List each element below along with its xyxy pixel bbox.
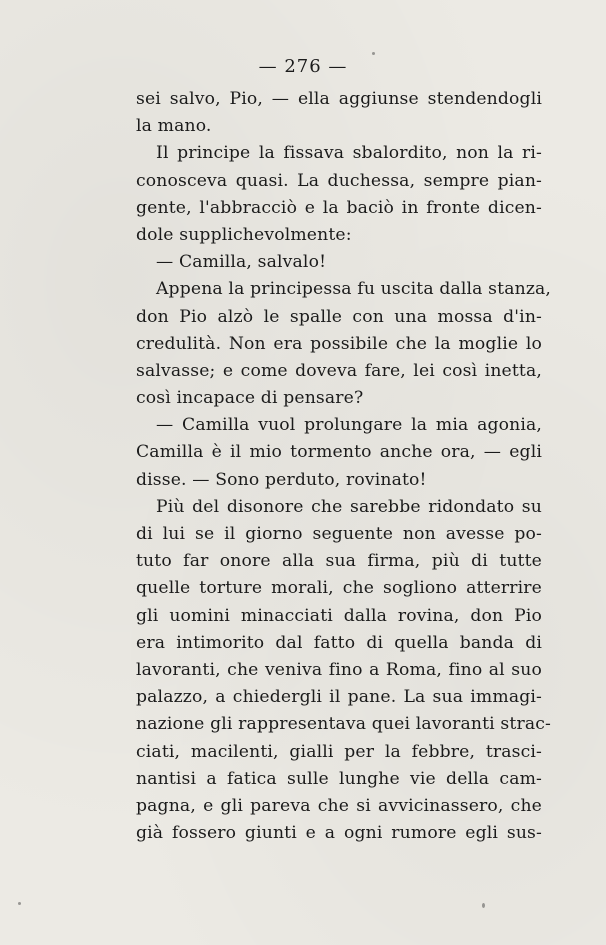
paper-speck bbox=[372, 52, 375, 55]
text-line: — Camilla, salvalo! bbox=[156, 252, 327, 273]
paper-speck bbox=[18, 902, 21, 905]
text-line: era intimorito dal fatto di quella banda di bbox=[136, 632, 542, 653]
text-line: Camilla è il mio tormento anche ora, — egli bbox=[136, 442, 542, 463]
text-line: dole supplichevolmente: bbox=[136, 224, 352, 245]
text-line: ciati, macilenti, gialli per la febbre, trasci- bbox=[136, 741, 542, 762]
text-line: Più del disonore che sarebbe ridondato su bbox=[156, 496, 542, 517]
text-line: — Camilla vuol prolungare la mia agonia, bbox=[156, 415, 542, 436]
text-line: nazione gli rappresentava quei lavoranti strac- bbox=[136, 714, 551, 735]
text-line: tuto far onore alla sua firma, più di tutte bbox=[136, 551, 542, 572]
text-line: nantisi a fatica sulle lunghe vie della cam- bbox=[136, 768, 542, 789]
text-line: Appena la principessa fu uscita dalla stanza, bbox=[156, 279, 552, 300]
text-line: don Pio alzò le spalle con una mossa d'in- bbox=[136, 306, 542, 327]
text-line: la mano. bbox=[136, 116, 212, 137]
text-line: di lui se il giorno seguente non avesse po- bbox=[136, 524, 542, 544]
text-line: sei salvo, Pio, — ella aggiunse stendendogli bbox=[136, 89, 542, 109]
text-line: gente, l'abbracciò e la baciò in fronte dicen- bbox=[136, 197, 542, 218]
text-line: così incapace di pensare? bbox=[136, 388, 364, 409]
body-text bbox=[136, 86, 552, 847]
text-line: conosceva quasi. La duchessa, sempre pian- bbox=[136, 170, 542, 191]
text-line: credulità. Non era possibile che la moglie lo bbox=[136, 333, 542, 354]
text-line: pagna, e gli pareva che si avvicinassero, che bbox=[136, 795, 542, 816]
text-line: palazzo, a chiedergli il pane. La sua immagi- bbox=[136, 687, 542, 708]
text-line: gli uomini minacciati dalla rovina, don Pio bbox=[136, 605, 542, 626]
paper-speck bbox=[482, 903, 485, 908]
text-line: Il principe la fissava sbalordito, non la ri- bbox=[156, 143, 542, 164]
text-line: salvasse; e come doveva fare, lei così inetta, bbox=[136, 360, 542, 381]
text-line: già fossero giunti e a ogni rumore egli sus- bbox=[136, 823, 542, 844]
text-line: disse. — Sono perduto, rovinato! bbox=[136, 469, 427, 490]
page-number: — 276 — bbox=[258, 56, 348, 77]
text-line: quelle torture morali, che sogliono atterrire bbox=[136, 578, 542, 599]
text-line: lavoranti, che veniva fino a Roma, fino al suo bbox=[136, 659, 542, 680]
